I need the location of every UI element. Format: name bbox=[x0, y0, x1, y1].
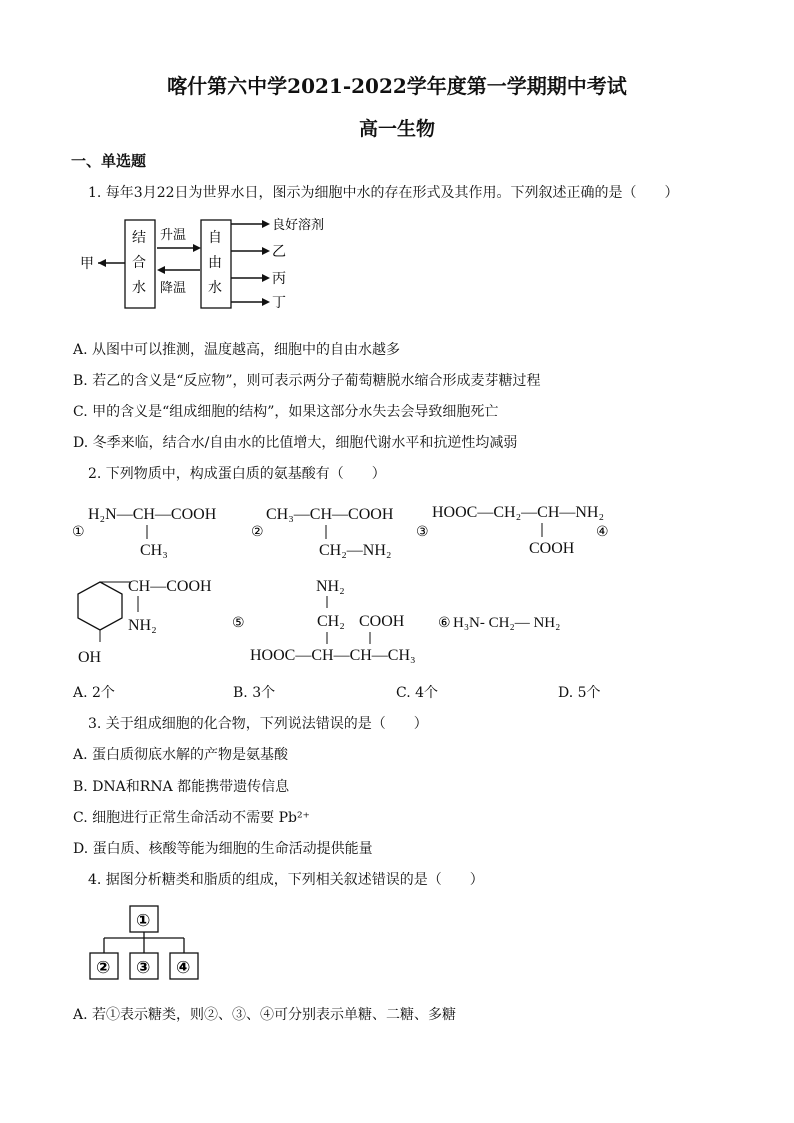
formula-2-main: CH₃—CH—COOH bbox=[266, 506, 394, 523]
tree-box-3-label: ③ bbox=[136, 958, 151, 978]
heating-label: 升温 bbox=[160, 228, 187, 243]
formula-1-main: H₂N—CH—COOH bbox=[88, 506, 217, 523]
diagram-output-yi: 乙 bbox=[272, 244, 286, 260]
question-3-option-a: A. 蛋白质彻底水解的产物是氨基酸 bbox=[73, 747, 289, 763]
free-water-char-1: 自 bbox=[208, 230, 222, 246]
formula-5-carboxyl: COOH bbox=[359, 613, 405, 630]
question-4-option-a: A. 若①表示糖类，则②、③、④可分别表示单糖、二糖、多糖 bbox=[73, 1007, 457, 1023]
question-1-stem: 1. 每年3月22日为世界水日，图示为细胞中水的存在形式及其作用。下列叙述正确的是（ ） bbox=[88, 185, 679, 201]
tree-box-4-label: ④ bbox=[176, 958, 191, 978]
exam-title: 喀什第六中学2021-2022学年度第一学期期中考试 bbox=[167, 74, 627, 98]
question-1-option-a: A. 从图中可以推测，温度越高，细胞中的自由水越多 bbox=[73, 342, 401, 358]
formula-6: H₃N- CH₂— NH₂ bbox=[453, 615, 561, 631]
diagram-output-solvent: 良好溶剂 bbox=[272, 218, 325, 233]
water-forms-diagram bbox=[80, 208, 340, 318]
formula-number-5: ⑤ bbox=[232, 615, 245, 631]
amino-acid-formulas-row1 bbox=[70, 495, 630, 570]
formula-5-methylene: CH₂ bbox=[317, 613, 345, 630]
question-3-option-b: B. DNA和RNA 都能携带遗传信息 bbox=[73, 779, 290, 795]
diagram-label-jia: 甲 bbox=[80, 256, 94, 272]
formula-4-amino: NH₂ bbox=[128, 617, 157, 634]
bound-water-char-3: 水 bbox=[132, 280, 146, 296]
formula-5-amino: NH₂ bbox=[316, 578, 345, 595]
question-1-option-d: D. 冬季来临，结合水/自由水的比值增大，细胞代谢水平和抗逆性均减弱 bbox=[73, 435, 518, 451]
tree-box-1-label: ① bbox=[136, 911, 151, 931]
tree-box-2-label: ② bbox=[96, 958, 111, 978]
question-2-option-c: C. 4个 bbox=[396, 685, 439, 701]
diagram-output-ding: 丁 bbox=[272, 295, 286, 311]
formula-3-main: HOOC—CH₂—CH—NH₂ bbox=[432, 504, 605, 521]
formula-number-1: ① bbox=[72, 524, 85, 540]
formula-number-6: ⑥ bbox=[438, 615, 451, 631]
question-3-option-c: C. 细胞进行正常生命活动不需要 Pb²⁺ bbox=[73, 810, 310, 826]
sugar-lipid-tree-diagram bbox=[86, 900, 211, 985]
amino-acid-formulas-row2 bbox=[70, 570, 590, 670]
formula-5-main: HOOC—CH—CH—CH₃ bbox=[250, 647, 416, 664]
formula-3-side: COOH bbox=[529, 540, 575, 557]
section-heading: 一、单选题 bbox=[71, 152, 147, 170]
question-2-option-d: D. 5个 bbox=[558, 685, 601, 701]
formula-number-4: ④ bbox=[596, 524, 609, 540]
question-1-option-c: C. 甲的含义是“组成细胞的结构”，如果这部分水失去会导致细胞死亡 bbox=[73, 404, 499, 420]
question-3-stem: 3. 关于组成细胞的化合物，下列说法错误的是（ ） bbox=[88, 716, 428, 732]
formula-1-side: CH₃ bbox=[140, 542, 168, 559]
exam-subject: 高一生物 bbox=[358, 118, 435, 140]
benzene-ring-icon bbox=[78, 582, 122, 630]
free-water-char-3: 水 bbox=[208, 280, 222, 296]
formula-2-side: CH₂—NH₂ bbox=[319, 542, 392, 559]
question-2-option-a: A. 2个 bbox=[73, 685, 115, 701]
formula-4-main: CH—COOH bbox=[128, 578, 212, 595]
question-2-stem: 2. 下列物质中，构成蛋白质的氨基酸有（ ） bbox=[88, 466, 386, 482]
formula-number-2: ② bbox=[251, 524, 264, 540]
cooling-label: 降温 bbox=[160, 281, 187, 296]
question-3-option-d: D. 蛋白质、核酸等能为细胞的生命活动提供能量 bbox=[73, 841, 373, 857]
bound-water-char-1: 结 bbox=[132, 230, 146, 246]
question-2-option-b: B. 3个 bbox=[233, 685, 276, 701]
question-4-stem: 4. 据图分析糖类和脂质的组成，下列相关叙述错误的是（ ） bbox=[88, 872, 484, 888]
formula-number-3: ③ bbox=[416, 524, 429, 540]
diagram-output-bing: 丙 bbox=[272, 271, 286, 287]
free-water-char-2: 由 bbox=[208, 255, 222, 271]
question-1-option-b: B. 若乙的含义是“反应物”，则可表示两分子葡萄糖脱水缩合形成麦芽糖过程 bbox=[73, 373, 541, 389]
bound-water-char-2: 合 bbox=[132, 255, 146, 271]
formula-4-hydroxyl: OH bbox=[78, 649, 102, 666]
